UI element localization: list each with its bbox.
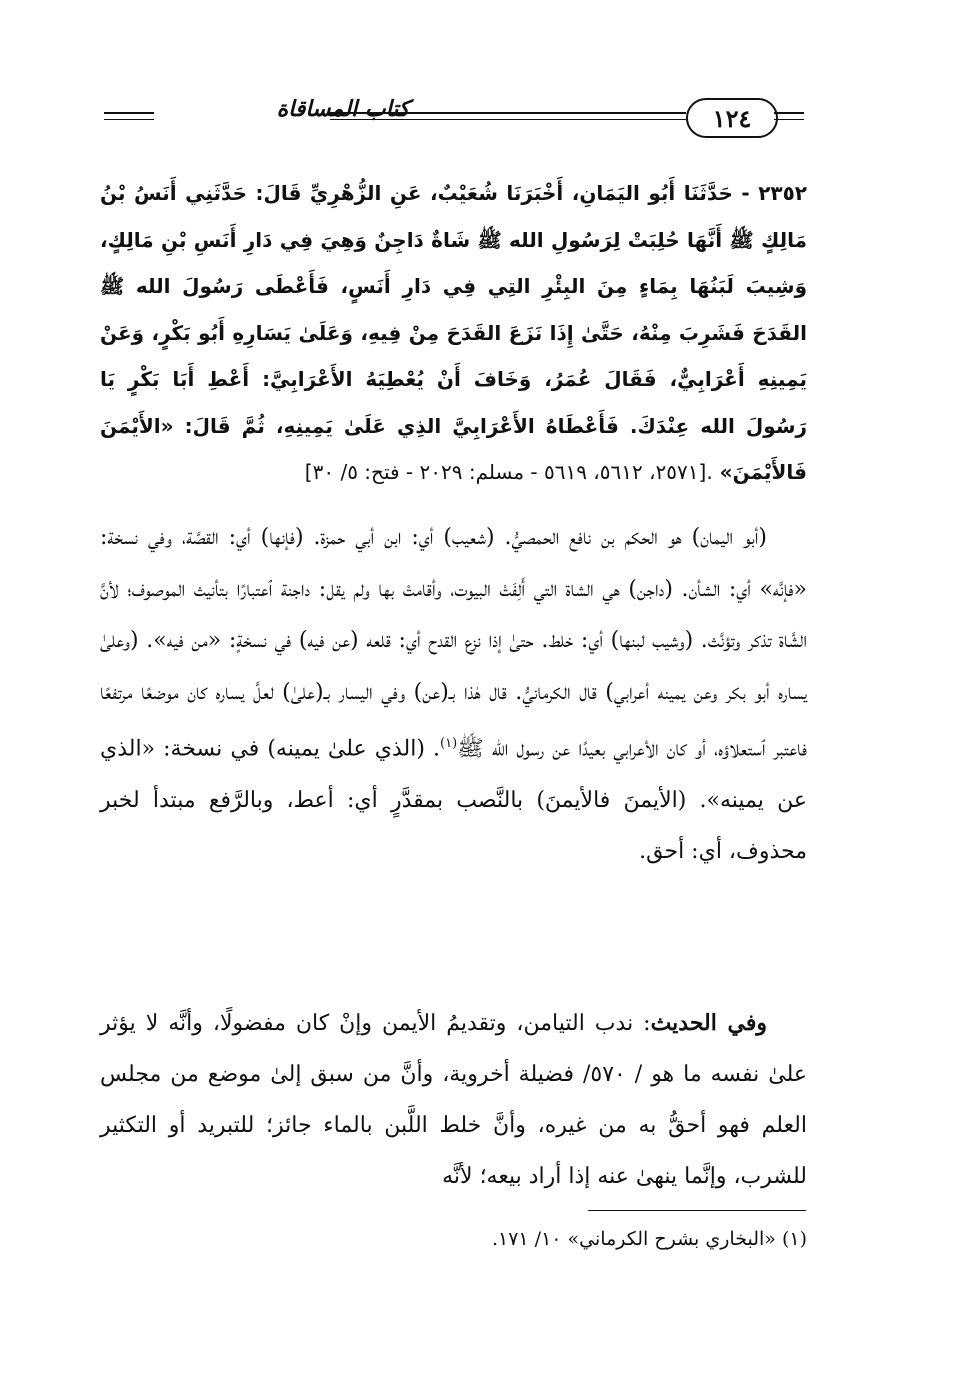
footnote-separator xyxy=(588,1210,806,1211)
hadith-number: ٢٣٥٢ xyxy=(758,181,808,205)
footnote-mark[interactable]: (١) xyxy=(440,736,458,751)
hadith-reference: .[٢٥٧١، ٥٦١٢، ٥٦١٩ - مسلم: ٢٠٢٩ - فتح: ٥/ ٣٠] xyxy=(304,460,713,484)
header-rule-left-bottom xyxy=(104,119,154,120)
benefits-text: : ندب التيامن، وتقديمُ الأيمن وإنْ كان مفضولًا، وأنَّه لا يؤثر علىٰ نفسه ما هو / ٥٧٠/ فضيلة أخروية، وأنَّ من سبق إلىٰ موضع من مجلس العلم فهو أحقُّ به من غيره، وأنَّ خلط اللَّبن بالماء جائز؛ للتبريد أو التكثير للشرب، وإنَّما ينهىٰ عنه إذا أراد بيعه؛ لأنَّه xyxy=(100,1011,807,1189)
page-header xyxy=(96,92,806,144)
header-rule-right-bottom xyxy=(774,119,804,120)
benefits-label: وفي الحديث xyxy=(650,1010,767,1036)
commentary-text: (أبو اليمان) هو الحكم بن نافع الحمصيُّ. (شعيب) أي: ابن أبي حمزة. (فإنها) أي: القصَّة، وفي نسخة: «فإنَّه» أي: الشأن. (داجن) هي الشاة التي أَلِفَتْ البيوت، وأقامتْ بها ولم يقل: داجنة ٱعتبارًا بتأنيث الموصوف؛ لأنَّ الشَّاة تذكر وتؤنَّث. (وشيب لبنها) أي: خلط. حتىٰ إذا نزع القدح أي: قلعه (عن فيه) في نسخةٍ: «من فيه». (وعلىٰ يساره أبو بكر وعن يمينه أعرابي) قال الكرمانيُّ. قال هٰذا بـ(عن) وفي اليسار بـ(علىٰ) لعلَّ يساره كان موضعًا مرتفعًا فاعتبر ٱستعلاؤه، أو كان الأعرابي بعيدًا عن رسول الله ﷺ xyxy=(100,525,807,762)
book-title: كتاب المساقاة xyxy=(276,96,410,122)
header-rule-left-top xyxy=(104,112,154,114)
header-rule-mid-bottom xyxy=(330,119,686,120)
commentary-paragraph xyxy=(100,512,807,878)
hadith-text: - حَدَّثَنَا أَبُو اليَمَانِ، أَخْبَرَنَا شُعَيْبٌ، عَنِ الزُّهْرِيِّ قَالَ: حَدَّثَنِي أَنَسُ بْنُ مَالِكٍ ﷺ أَنَّهَا حُلِبَتْ لِرَسُولِ الله ﷺ شَاةٌ دَاجِنٌ وَهِيَ فِي دَارِ أَنَسِ بْنِ مَالِكٍ، وَشِيبَ لَبَنُهَا بِمَاءٍ مِنَ البِئْرِ التِي فِي دَارِ أَنَسٍ، فَأَعْطَى رَسُولَ الله ﷺ القَدَحَ فَشَرِبَ مِنْهُ، حَتَّىٰ إِذَا نَزَعَ القَدَحَ مِنْ فِيهِ، وَعَلَىٰ يَسَارِهِ أَبُو بَكْرٍ، وَعَنْ يَمِينِهِ أَعْرَابِيٌّ، فَقَالَ عُمَرُ، وَخَافَ أَنْ يُعْطِيَهُ الأَعْرَابِيَّ: أَعْطِ أَبَا بَكْرٍ يَا رَسُولَ الله عِنْدَكَ. فَأَعْطَاهُ الأَعْرَابِيَّ الذِي عَلَىٰ يَمِينِهِ، ثُمَّ قَالَ: xyxy=(100,181,807,438)
header-rule-right-top xyxy=(774,112,804,114)
page-number: ١٢٤ xyxy=(686,98,778,138)
benefits-paragraph xyxy=(100,998,807,1202)
commentary-text-continued: . (الذي علىٰ يمينه) في نسخة: «الذي عن يمينه». (الأيمنَ فالأيمنَ) بالنَّصب بمقدَّرٍ أي: أعط، وبالرَّفع مبتدأ لخبر محذوف، أي: أحق. xyxy=(100,736,807,865)
hadith-quote: «الأَيْمَنَ فَالأَيْمَنَ» xyxy=(100,413,807,484)
footnote: (١) «البخاري بشرح الكرماني» ١٠/ ١٧١. xyxy=(491,1228,807,1250)
hadith-block xyxy=(100,170,807,496)
header-rule-mid-top xyxy=(330,112,686,114)
